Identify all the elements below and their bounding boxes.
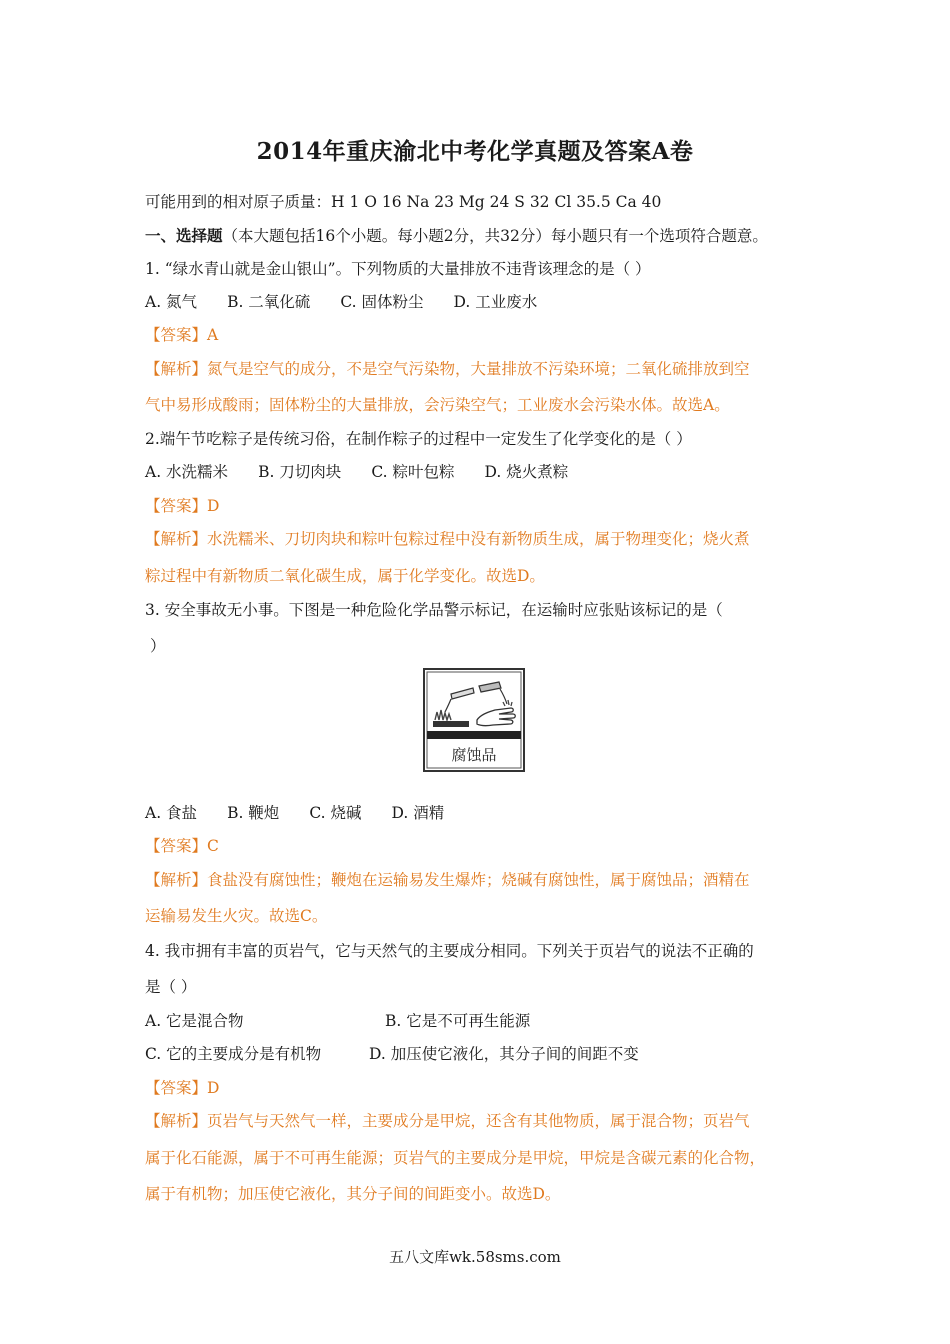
q4-stem-1: 4. 我市拥有丰富的页岩气，它与天然气的主要成分相同。下列关于页岩气的说法不正确的 — [145, 942, 754, 960]
q4-answer: D — [207, 1079, 220, 1097]
atomic-masses: 可能用到的相对原子质量：H 1 O 16 Na 23 Mg 24 S 32 Cl 35.5 Ca 40 — [145, 193, 662, 211]
q4-stem-2: 是（ ） — [145, 978, 197, 996]
q3-option-a: A. 食盐 — [145, 804, 198, 822]
section-heading: 一、选择题 — [145, 226, 223, 245]
q3-answer-line — [145, 834, 219, 856]
q3-analysis-line-1 — [145, 868, 750, 890]
q2-option-b: B. 刀切肉块 — [258, 463, 342, 481]
q2-analysis-2: 粽过程中有新物质二氧化碳生成，属于化学变化。故选D。 — [145, 567, 545, 585]
q4-options-row-2 — [145, 1042, 639, 1064]
q4-analysis-3: 属于有机物；加压使它液化，其分子间的间距变小。故选D。 — [145, 1185, 561, 1203]
q2-answer: D — [207, 497, 220, 515]
q2-stem: 2.端午节吃粽子是传统习俗，在制作粽子的过程中一定发生了化学变化的是（ ） — [145, 430, 692, 448]
q3-options — [145, 801, 474, 823]
q3-stem-2: ） — [150, 637, 166, 655]
footer-source: 五八文库wk.58sms.com — [389, 1248, 561, 1266]
section-heading-line — [145, 224, 768, 246]
q1-answer: A — [207, 326, 219, 344]
q3-answer: C — [207, 837, 219, 855]
q2-answer-tag: 【答案】 — [145, 497, 208, 515]
sign-label: 腐蚀品 — [451, 746, 497, 764]
q4-options-row-1 — [145, 1009, 530, 1031]
sign-black-band — [427, 731, 521, 739]
q3-answer-tag: 【答案】 — [145, 837, 208, 855]
q2-analysis-tag: 【解析】 — [145, 530, 208, 548]
q4-analysis-line-1 — [145, 1109, 750, 1131]
q1-analysis-2: 气中易形成酸雨；固体粉尘的大量排放，会污染空气；工业废水会污染水体。故选A。 — [145, 396, 730, 414]
q1-stem: 1. “绿水青山就是金山银山”。下列物质的大量排放不违背该理念的是（ ） — [145, 260, 651, 278]
q3-stem-1: 3. 安全事故无小事。下图是一种危险化学品警示标记，在运输时应张贴该标记的是（ — [145, 601, 723, 619]
corrosive-warning-sign — [423, 668, 525, 772]
q4-option-b: B. 它是不可再生能源 — [385, 1012, 531, 1030]
q1-option-a: A. 氮气 — [145, 293, 198, 311]
q1-analysis-tag: 【解析】 — [145, 360, 208, 378]
q1-answer-tag: 【答案】 — [145, 326, 208, 344]
q4-option-d: D. 加压使它液化，其分子间的间距不变 — [369, 1045, 639, 1063]
q1-option-d: D. 工业废水 — [453, 293, 538, 311]
page-title: 2014年重庆渝北中考化学真题及答案A卷 — [256, 138, 694, 165]
q4-analysis-1: 页岩气与天然气一样，主要成分是甲烷，还含有其他物质，属于混合物；页岩气 — [207, 1112, 750, 1130]
q3-analysis-tag: 【解析】 — [145, 871, 208, 889]
q4-analysis-2: 属于化石能源，属于不可再生能源；页岩气的主要成分是甲烷，甲烷是含碳元素的化合物， — [145, 1149, 766, 1167]
q2-option-a: A. 水洗糯米 — [145, 463, 229, 481]
q4-option-c: C. 它的主要成分是有机物 — [145, 1045, 322, 1063]
q4-option-a: A. 它是混合物 — [145, 1012, 244, 1030]
q2-analysis-line-1 — [145, 527, 750, 549]
q4-answer-tag: 【答案】 — [145, 1079, 208, 1097]
q2-option-c: C. 粽叶包粽 — [371, 463, 455, 481]
q1-analysis-line-1 — [145, 357, 750, 379]
q3-analysis-2: 运输易发生火灾。故选C。 — [145, 907, 328, 925]
section-desc: （本大题包括16个小题。每小题2分，共32分）每小题只有一个选项符合题意。 — [222, 227, 768, 245]
q3-analysis-1: 食盐没有腐蚀性；鞭炮在运输易发生爆炸；烧碱有腐蚀性，属于腐蚀品；酒精在 — [207, 871, 750, 889]
q1-answer-line — [145, 323, 218, 345]
q2-analysis-1: 水洗糯米、刀切肉块和粽叶包粽过程中没有新物质生成，属于物理变化；烧火煮 — [207, 530, 750, 548]
q3-option-c: C. 烧碱 — [309, 804, 362, 822]
q4-answer-line — [145, 1076, 219, 1098]
q1-option-b: B. 二氧化硫 — [227, 293, 311, 311]
q3-option-d: D. 酒精 — [391, 804, 445, 822]
q2-option-d: D. 烧火煮粽 — [484, 463, 569, 481]
q2-options — [145, 460, 598, 482]
q1-analysis-1: 氮气是空气的成分，不是空气污染物，大量排放不污染环境；二氧化硫排放到空 — [207, 360, 750, 378]
q3-option-b: B. 鞭炮 — [227, 804, 280, 822]
q1-options — [145, 290, 567, 312]
q2-answer-line — [145, 494, 219, 516]
q4-analysis-tag: 【解析】 — [145, 1112, 208, 1130]
q1-option-c: C. 固体粉尘 — [340, 293, 424, 311]
